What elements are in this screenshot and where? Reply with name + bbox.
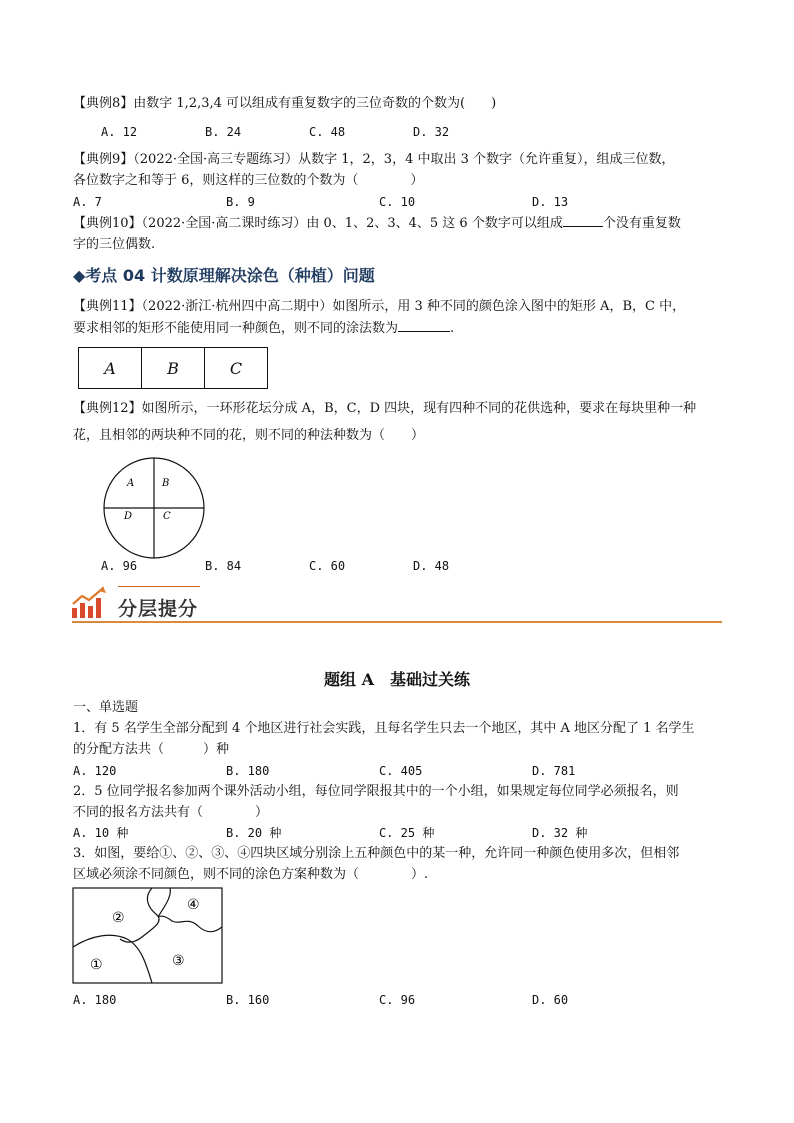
- option-d: D. 781: [532, 764, 576, 778]
- answer-blank: [563, 214, 603, 227]
- rect-cell-b: B: [141, 348, 204, 388]
- example8-question: 【典例8】由数字 1,2,3,4 可以组成有重复数字的三位奇数的个数为( ): [73, 96, 497, 111]
- option-c: C. 96: [379, 993, 416, 1007]
- example11-period: .: [450, 321, 455, 336]
- example10-text-after: 个没有重复数: [602, 216, 681, 231]
- q3-line1: 3．如图，要给①、②、③、④四块区域分别涂上五种颜色中的某一种，允许同一种颜色使用多次，但相邻: [73, 846, 680, 861]
- option-a: A. 10 种: [73, 826, 129, 840]
- option-d: D. 32: [413, 125, 450, 139]
- rect-cell-c: C: [204, 348, 267, 388]
- option-a: A. 12: [101, 125, 138, 139]
- region-map-figure: [72, 887, 224, 985]
- option-d: D. 13: [532, 195, 569, 209]
- option-c: C. 48: [309, 125, 346, 139]
- option-c: C. 10: [379, 195, 416, 209]
- banner-divider: [72, 621, 722, 623]
- option-b: B. 9: [226, 195, 255, 209]
- section-heading: ◆考点 04 计数原理解决涂色（种植）问题: [73, 266, 375, 285]
- rect-cell-a: A: [104, 358, 116, 378]
- q2-line2: 不同的报名方法共有（ ）: [73, 805, 269, 820]
- example12-line2: 花，且相邻的两块种不同的花，则不同的种法种数为（ ）: [73, 428, 425, 443]
- option-a: A. 180: [73, 993, 117, 1007]
- quadrant-c: C: [163, 511, 171, 522]
- region-1: ①: [90, 957, 103, 973]
- quadrant-d: D: [124, 511, 133, 522]
- banner-title: 分层提分: [118, 598, 199, 620]
- option-b: B. 24: [205, 125, 242, 139]
- region-2: ②: [112, 910, 125, 926]
- option-b: B. 20 种: [226, 826, 282, 840]
- option-c: C. 60: [309, 559, 346, 573]
- circle-flowerbed-figure: [100, 453, 210, 563]
- example11-text: 要求相邻的矩形不能使用同一种颜色，则不同的涂法数为: [73, 321, 399, 336]
- q1-line1: 1．有 5 名学生全部分配到 4 个地区进行社会实践，且每名学生只去一个地区，其中 A 地区分配了 1 名学生: [73, 721, 695, 736]
- example9-line1: 【典例9】（2022·全国·高三专题练习）从数字 1，2，3，4 中取出 3 个数字（允许重复），组成三位数，: [73, 152, 675, 167]
- option-d: D. 60: [532, 993, 569, 1007]
- option-a: A. 120: [73, 764, 117, 778]
- rising-chart-icon: [70, 584, 110, 620]
- option-b: B. 180: [226, 764, 270, 778]
- example10-line2: 字的三位偶数.: [73, 237, 156, 252]
- example10-line1: [73, 214, 681, 233]
- example10-text-before: 【典例10】（2022·全国·高二课时练习）由 0、1、2、3、4、5 这 6 个数字可以组成: [73, 216, 563, 231]
- answer-blank: [398, 319, 450, 332]
- example11-line1: 【典例11】（2022·浙江·杭州四中高二期中）如图所示，用 3 种不同的颜色涂入图中的矩形 A，B，C 中，: [73, 299, 686, 314]
- quadrant-b: B: [162, 478, 170, 489]
- q2-line1: 2．5 位同学报名参加两个课外活动小组，每位同学限报其中的一个小组，如果规定每位同学必须报名，则: [73, 784, 679, 799]
- rectangle-figure: [78, 347, 268, 389]
- example9-line2: 各位数字之和等于 6，则这样的三位数的个数为（ ）: [73, 173, 424, 188]
- option-d: D. 32 种: [532, 826, 588, 840]
- quadrant-a: A: [127, 478, 135, 489]
- section-label: 一、单选题: [73, 700, 139, 715]
- example12-line1: 【典例12】如图所示，一环形花坛分成 A，B，C，D 四块，现有四种不同的花供选种，要求在每块里种一种: [73, 401, 697, 416]
- region-4: ④: [187, 897, 200, 913]
- option-a: A. 96: [101, 559, 138, 573]
- banner-accent-line: [118, 586, 200, 587]
- region-3: ③: [172, 953, 185, 969]
- group-title: 题组 A 基础过关练: [324, 670, 470, 689]
- option-c: C. 25 种: [379, 826, 435, 840]
- option-a: A. 7: [73, 195, 102, 209]
- option-b: B. 84: [205, 559, 242, 573]
- q1-line2: 的分配方法共（ ）种: [73, 742, 230, 757]
- option-b: B. 160: [226, 993, 270, 1007]
- example11-line2: [73, 319, 454, 338]
- option-d: D. 48: [413, 559, 450, 573]
- q3-line2: 区域必须涂不同颜色，则不同的涂色方案种数为（ ）.: [73, 867, 429, 882]
- option-c: C. 405: [379, 764, 423, 778]
